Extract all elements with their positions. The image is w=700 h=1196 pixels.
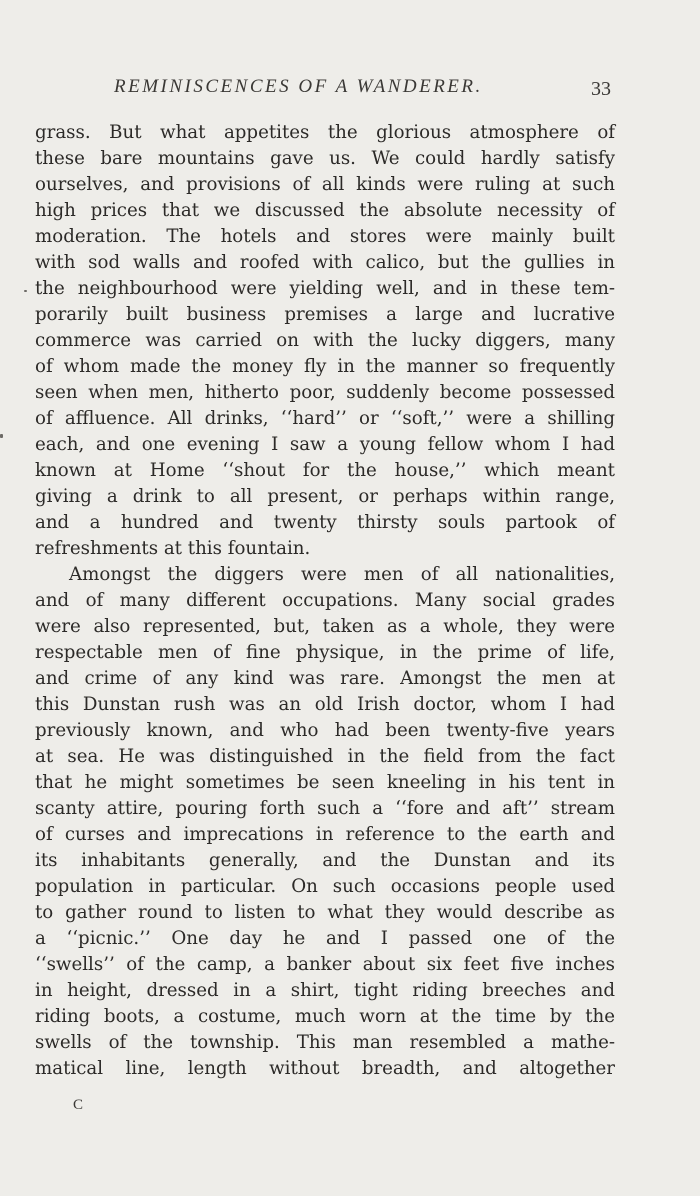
paragraph-first-line: Amongst the diggers were men of all nationalities, [69, 564, 615, 585]
text-line: ourselves, and provisions of all kinds were ruling at such [35, 174, 615, 195]
text-line: this Dunstan rush was an old Irish doctor, whom I had [35, 694, 615, 715]
text-line: commerce was carried on with the lucky diggers, many [35, 330, 615, 351]
text-line: previously known, and who had been twenty-five years [35, 720, 615, 741]
text-line: and crime of any kind was rare. Amongst the men at [35, 668, 615, 689]
text-line: a ‘‘picnic.’’ One day he and I passed one of the [35, 928, 615, 949]
text-line: riding boots, a costume, much worn at the time by the [35, 1006, 615, 1027]
text-line: giving a drink to all present, or perhaps within range, [35, 486, 615, 507]
page-number: 33 [591, 78, 611, 100]
margin-speck-top [24, 290, 27, 292]
margin-speck-bottom [0, 434, 3, 438]
text-line: grass. But what appetites the glorious atmosphere of [35, 122, 615, 143]
running-head-title: REMINISCENCES OF A WANDERER. [114, 76, 483, 97]
text-line: porarily built business premises a large and lucrative [35, 304, 615, 325]
text-line: of curses and imprecations in reference to the earth and [35, 824, 615, 845]
text-line: moderation. The hotels and stores were mainly built [35, 226, 615, 247]
text-line: ‘‘swells’’ of the camp, a banker about six feet five inches [35, 954, 615, 975]
text-line: swells of the township. This man resembled a mathe- [35, 1032, 615, 1053]
text-line: to gather round to listen to what they would describe as [35, 902, 615, 923]
body-text [35, 120, 615, 1082]
text-line: at sea. He was distinguished in the field from the fact [35, 746, 615, 767]
paragraph-end-line: refreshments at this fountain. [35, 538, 311, 559]
text-line: high prices that we discussed the absolute necessity of [35, 200, 615, 221]
text-line: of whom made the money fly in the manner so frequently [35, 356, 615, 377]
text-line: and of many different occupations. Many social grades [35, 590, 615, 611]
text-line: seen when men, hitherto poor, suddenly become possessed [35, 382, 615, 403]
text-line: its inhabitants generally, and the Dunstan and its [35, 850, 615, 871]
text-line: each, and one evening I saw a young fellow whom I had [35, 434, 615, 455]
text-line: with sod walls and roofed with calico, but the gullies in [35, 252, 615, 273]
text-line: that he might sometimes be seen kneeling in his tent in [35, 772, 615, 793]
text-line: in height, dressed in a shirt, tight riding breeches and [35, 980, 615, 1001]
text-line: were also represented, but, taken as a whole, they were [35, 616, 615, 637]
text-line: known at Home ‘‘shout for the house,’’ which meant [35, 460, 615, 481]
text-line: and a hundred and twenty thirsty souls partook of [35, 512, 615, 533]
text-line: respectable men of fine physique, in the prime of life, [35, 642, 615, 663]
text-line: population in particular. On such occasions people used [35, 876, 615, 897]
text-line: matical line, length without breadth, and altogether [35, 1058, 615, 1079]
text-line: these bare mountains gave us. We could hardly satisfy [35, 148, 615, 169]
text-line: the neighbourhood were yielding well, and in these tem- [35, 278, 615, 299]
text-line: scanty attire, pouring forth such a ‘‘fore and aft’’ stream [35, 798, 615, 819]
text-line: of affluence. All drinks, ‘‘hard’’ or ‘‘soft,’’ were a shilling [35, 408, 615, 429]
signature-mark: C [73, 1097, 84, 1113]
